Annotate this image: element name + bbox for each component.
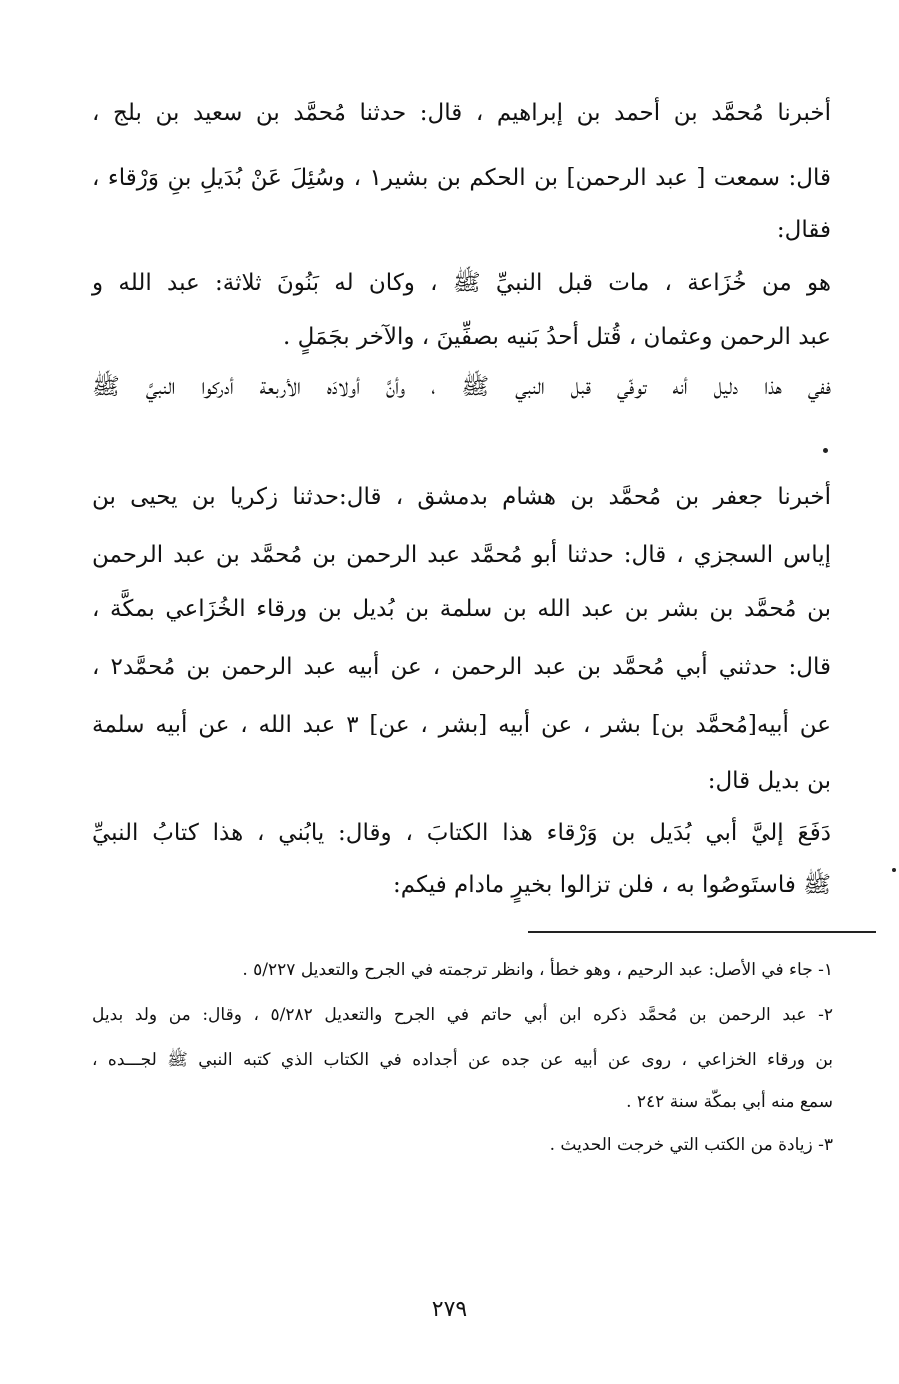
paragraph-2-line-2: عبد الرحمن وعثمان ، قُتل أحدُ بَنيه بصفِّينَ ، والآخر بجَمَلٍ . (283, 324, 831, 350)
paragraph-1-line-2: قال: سمعت [ عبد الرحمن] بن الحكم بن بشير١ ، وسُئِلَ عَنْ بُدَيلِ بنِ وَرْقاء ، (92, 165, 831, 191)
paragraph-3-line-1: أخبرنا جعفر بن مُحمَّد بن هشام بدمشق ، قال:حدثنا زكريا بن يحيى بن (92, 484, 831, 510)
paragraph-3-line-5: عن أبيه[مُحمَّد بن] بشر ، عن أبيه [بشر ، عن] ٣ عبد الله ، عن أبيه سلمة (92, 712, 831, 738)
page-number: ٢٧٩ (431, 1297, 468, 1322)
footnote-2-line-3: سمع منه أبي بمكّة سنة ٢٤٢ . (626, 1092, 833, 1112)
paragraph-4-line-2: ﷺ فاستَوصُوا به ، فلن تزالوا بخيرٍ مادام فيكم: (393, 872, 831, 898)
paragraph-2-line-1: هو من خُزَاعة ، مات قبل النبيِّ ﷺ ، وكان له بَنُونَ ثلاثة: عبد الله و (92, 270, 831, 296)
paragraph-3-line-6: بن بديل قال: (707, 768, 831, 794)
footnote-separator (528, 931, 876, 933)
paragraph-1-line-3: فقال: (776, 217, 831, 243)
paragraph-1-line-1: أخبرنا مُحمَّد بن أحمد بن إبراهيم ، قال: حدثنا مُحمَّد بن سعيد بن بلج ، (92, 100, 831, 126)
paragraph-3-line-3: بن مُحمَّد بن بشر بن عبد الله بن سلمة بن بُديل بن ورقاء الخُزَاعي بمكَّة ، (92, 596, 831, 622)
footnote-2-line-1: ٢- عبد الرحمن بن مُحمَّد ذكره ابن أبي حاتم في الجرح والتعديل ٥/٢٨٢ ، وقال: من ولد بديل (92, 1005, 833, 1025)
paragraph-4-line-1: دَفَعَ إليَّ أبي بُدَيل بن وَرْقاء هذا الكتابَ ، وقال: يابُني ، هذا كتابُ النبيِّ (92, 820, 831, 846)
paragraph-3-line-4: قال: حدثني أبي مُحمَّد بن عبد الرحمن ، عن أبيه عبد الرحمن بن مُحمَّد٢ ، (92, 654, 832, 680)
paragraph-3-line-2: إياس السجزي ، قال: حدثنا أبو مُحمَّد عبد الرحمن بن مُحمَّد بن عبد الرحمن (92, 542, 831, 568)
footnote-3: ٣- زيادة من الكتب التي خرجت الحديث . (549, 1135, 833, 1155)
footnote-2-line-2: بن ورقاء الخزاعي ، روى عن أبيه عن جده عن أجداده في الكتاب الذي كتبه النبي ﷺ لجـــده ، (92, 1050, 833, 1070)
stray-dot-mark (823, 448, 828, 453)
footnote-1: ١- جاء في الأصل: عبد الرحيم ، وهو خطأ ، وانظر ترجمته في الجرح والتعديل ٥/٢٢٧ . (242, 960, 833, 980)
paragraph-2-line-3: ففي هذا دليل أنه توفّي قبل النبي ﷺ ، وأنَّ أولادَه الأربعة أدركوا النبيَّ ﷺ (92, 374, 831, 400)
margin-dot-mark (892, 868, 896, 872)
